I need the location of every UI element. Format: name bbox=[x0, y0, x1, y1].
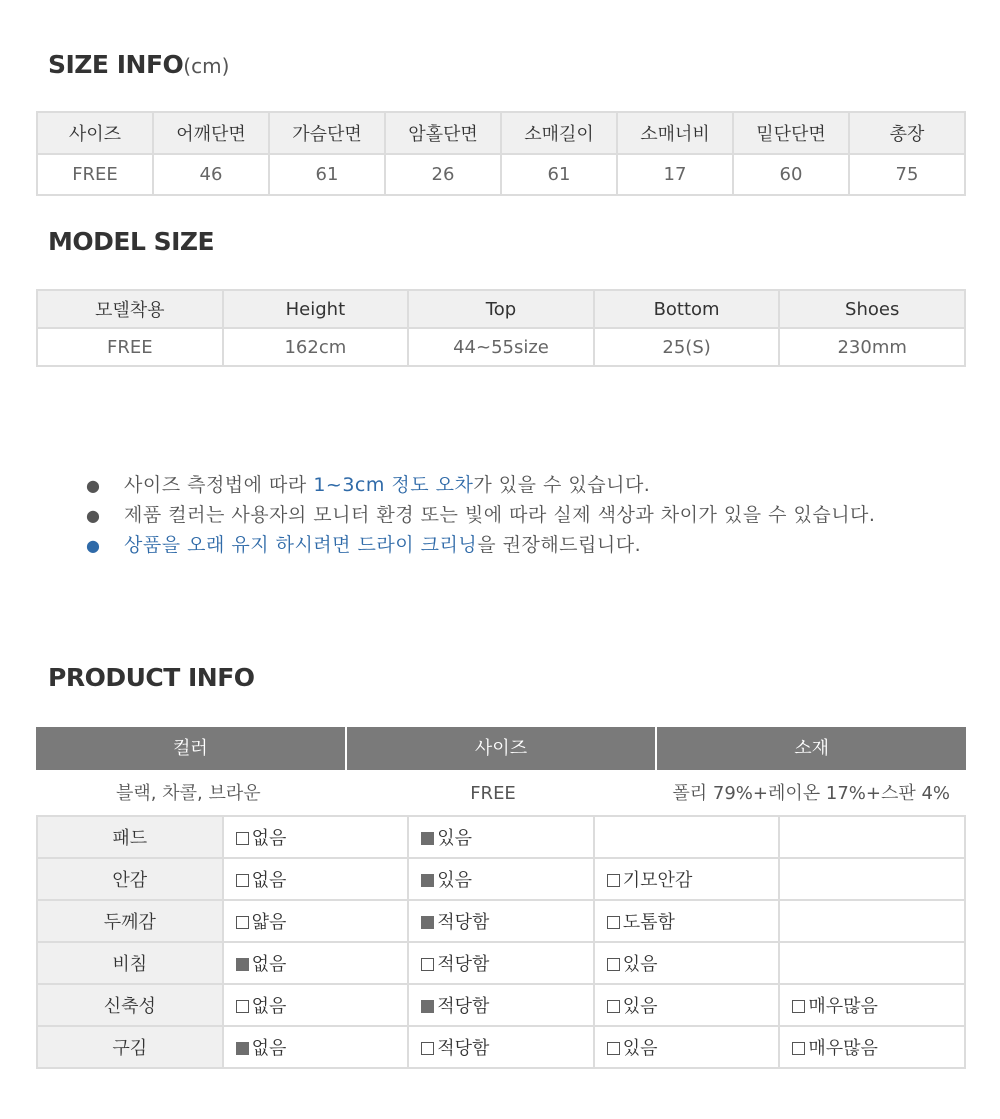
product-material: 폴리 79%+레이온 17%+스판 4% bbox=[672, 783, 951, 804]
attribute-option-cell bbox=[408, 984, 594, 1026]
attribute-option-cell bbox=[779, 984, 965, 1026]
attribute-row bbox=[37, 942, 965, 984]
attribute-option-cell bbox=[779, 900, 965, 942]
attribute-label: 패드 bbox=[37, 816, 223, 858]
model-size-table bbox=[36, 289, 966, 367]
product-colors: 블랙, 차콜, 브라운 bbox=[116, 783, 261, 804]
attribute-option-text: 없음 bbox=[251, 954, 287, 975]
attribute-option-text: 도톰함 bbox=[622, 912, 675, 933]
model-header-cell: 모델착용 bbox=[37, 290, 223, 328]
product-header-cell: 사이즈 bbox=[347, 727, 656, 770]
unchecked-box-icon bbox=[792, 1000, 805, 1013]
unchecked-box-icon bbox=[236, 874, 249, 887]
model-value-cell: FREE bbox=[37, 328, 223, 366]
attribute-option-text: 매우많음 bbox=[808, 1038, 878, 1059]
attribute-option-text: 있음 bbox=[437, 870, 472, 891]
attribute-row bbox=[37, 984, 965, 1026]
unchecked-box-icon bbox=[607, 958, 620, 971]
unchecked-box-icon bbox=[607, 916, 620, 929]
size-header-cell: 어깨단면 bbox=[153, 112, 269, 154]
checked-box-icon bbox=[421, 1000, 434, 1013]
size-value-cell: 75 bbox=[849, 154, 965, 195]
unchecked-box-icon bbox=[607, 874, 620, 887]
product-size: FREE bbox=[470, 783, 516, 804]
attribute-option-cell bbox=[223, 984, 409, 1026]
bullet-icon: ● bbox=[86, 536, 101, 555]
attribute-row bbox=[37, 816, 965, 858]
attribute-option-cell bbox=[223, 858, 409, 900]
note-item bbox=[86, 470, 875, 500]
product-header-cell: 컬러 bbox=[36, 727, 345, 770]
attribute-option-text: 매우많음 bbox=[808, 996, 878, 1017]
unchecked-box-icon bbox=[607, 1000, 620, 1013]
attribute-option-cell bbox=[408, 900, 594, 942]
note-item bbox=[86, 530, 875, 560]
attribute-option-text: 기모안감 bbox=[622, 870, 693, 891]
model-value-cell: 162cm bbox=[223, 328, 409, 366]
model-size-header-row bbox=[37, 290, 965, 328]
checked-box-icon bbox=[421, 916, 434, 929]
size-value-cell: 26 bbox=[385, 154, 501, 195]
model-header-cell: Top bbox=[408, 290, 594, 328]
product-info-values bbox=[36, 772, 966, 816]
attribute-option-cell bbox=[594, 1026, 780, 1068]
attribute-option-text: 없음 bbox=[251, 828, 287, 849]
attribute-row bbox=[37, 900, 965, 942]
product-info-header bbox=[36, 727, 966, 770]
model-header-cell: Shoes bbox=[779, 290, 965, 328]
attribute-option-cell bbox=[594, 858, 780, 900]
bullet-icon: ● bbox=[86, 506, 101, 525]
note-text: 을 권장해드립니다. bbox=[477, 534, 642, 556]
attribute-option-cell bbox=[594, 984, 780, 1026]
size-header-cell: 밑단단면 bbox=[733, 112, 849, 154]
size-value-cell: 46 bbox=[153, 154, 269, 195]
attribute-option-cell bbox=[408, 1026, 594, 1068]
unchecked-box-icon bbox=[236, 916, 249, 929]
size-header-cell: 소매너비 bbox=[617, 112, 733, 154]
attribute-option-text: 없음 bbox=[251, 996, 287, 1017]
product-header-cell: 소재 bbox=[657, 727, 966, 770]
size-info-value-row bbox=[37, 154, 965, 195]
product-attribute-table bbox=[36, 815, 966, 1069]
checked-box-icon bbox=[421, 874, 434, 887]
size-value-cell: 17 bbox=[617, 154, 733, 195]
attribute-option-text: 있음 bbox=[622, 1038, 658, 1059]
attribute-label: 비침 bbox=[37, 942, 223, 984]
unchecked-box-icon bbox=[421, 958, 434, 971]
attribute-option-cell bbox=[408, 816, 594, 858]
notes-list bbox=[86, 470, 875, 560]
size-value-cell: 61 bbox=[501, 154, 617, 195]
size-info-title-text: SIZE INFO bbox=[48, 50, 184, 79]
attribute-option-text: 있음 bbox=[622, 954, 658, 975]
attribute-label: 두께감 bbox=[37, 900, 223, 942]
model-value-cell: 25(S) bbox=[594, 328, 780, 366]
size-info-header-row bbox=[37, 112, 965, 154]
size-info-unit: (cm) bbox=[183, 54, 230, 78]
note-text: 사이즈 측정법에 따라 bbox=[124, 474, 314, 496]
attribute-option-text: 얇음 bbox=[251, 912, 287, 933]
model-size-value-row bbox=[37, 328, 965, 366]
attribute-option-text: 있음 bbox=[622, 996, 658, 1017]
size-info-table bbox=[36, 111, 966, 196]
attribute-option-cell bbox=[223, 900, 409, 942]
attribute-row bbox=[37, 858, 965, 900]
attribute-option-cell bbox=[223, 1026, 409, 1068]
size-value-cell: 61 bbox=[269, 154, 385, 195]
size-value-cell: 60 bbox=[733, 154, 849, 195]
product-info-title: PRODUCT INFO bbox=[48, 663, 255, 692]
note-text: 제품 컬러는 사용자의 모니터 환경 또는 빛에 따라 실제 색상과 차이가 있을 수 있습니다. bbox=[124, 504, 876, 526]
model-size-title: MODEL SIZE bbox=[48, 227, 215, 256]
unchecked-box-icon bbox=[421, 1042, 434, 1055]
attribute-option-text: 없음 bbox=[251, 870, 287, 891]
bullet-icon: ● bbox=[86, 476, 101, 495]
attribute-option-cell bbox=[594, 816, 780, 858]
checked-box-icon bbox=[236, 1042, 249, 1055]
size-header-cell: 총장 bbox=[849, 112, 965, 154]
attribute-option-cell bbox=[223, 942, 409, 984]
model-header-cell: Height bbox=[223, 290, 409, 328]
attribute-option-cell bbox=[779, 1026, 965, 1068]
attribute-option-cell bbox=[594, 942, 780, 984]
attribute-label: 신축성 bbox=[37, 984, 223, 1026]
attribute-option-cell bbox=[594, 900, 780, 942]
attribute-option-cell bbox=[223, 816, 409, 858]
attribute-option-cell bbox=[779, 816, 965, 858]
model-value-cell: 230mm bbox=[779, 328, 965, 366]
attribute-option-text: 적당함 bbox=[437, 954, 490, 975]
note-item bbox=[86, 500, 875, 530]
unchecked-box-icon bbox=[236, 1000, 249, 1013]
attribute-option-text: 적당함 bbox=[437, 1038, 490, 1059]
unchecked-box-icon bbox=[607, 1042, 620, 1055]
unchecked-box-icon bbox=[236, 832, 249, 845]
checked-box-icon bbox=[236, 958, 249, 971]
model-header-cell: Bottom bbox=[594, 290, 780, 328]
note-text: 가 있을 수 있습니다. bbox=[473, 474, 651, 496]
size-value-cell: FREE bbox=[37, 154, 153, 195]
model-value-cell: 44~55size bbox=[408, 328, 594, 366]
attribute-label: 구김 bbox=[37, 1026, 223, 1068]
checked-box-icon bbox=[421, 832, 434, 845]
note-highlight: 1~3cm 정도 오차 bbox=[313, 474, 474, 496]
attribute-option-text: 적당함 bbox=[437, 996, 490, 1017]
attribute-option-text: 있음 bbox=[437, 828, 472, 849]
size-header-cell: 소매길이 bbox=[501, 112, 617, 154]
attribute-option-cell bbox=[779, 942, 965, 984]
size-info-title bbox=[48, 50, 229, 79]
attribute-row bbox=[37, 1026, 965, 1068]
note-highlight: 상품을 오래 유지 하시려면 드라이 크리닝 bbox=[124, 534, 478, 556]
size-header-cell: 사이즈 bbox=[37, 112, 153, 154]
attribute-option-cell bbox=[408, 858, 594, 900]
unchecked-box-icon bbox=[792, 1042, 805, 1055]
attribute-option-cell bbox=[779, 858, 965, 900]
attribute-option-text: 적당함 bbox=[437, 912, 490, 933]
size-header-cell: 암홀단면 bbox=[385, 112, 501, 154]
attribute-label: 안감 bbox=[37, 858, 223, 900]
attribute-option-text: 없음 bbox=[251, 1038, 287, 1059]
size-header-cell: 가슴단면 bbox=[269, 112, 385, 154]
attribute-option-cell bbox=[408, 942, 594, 984]
